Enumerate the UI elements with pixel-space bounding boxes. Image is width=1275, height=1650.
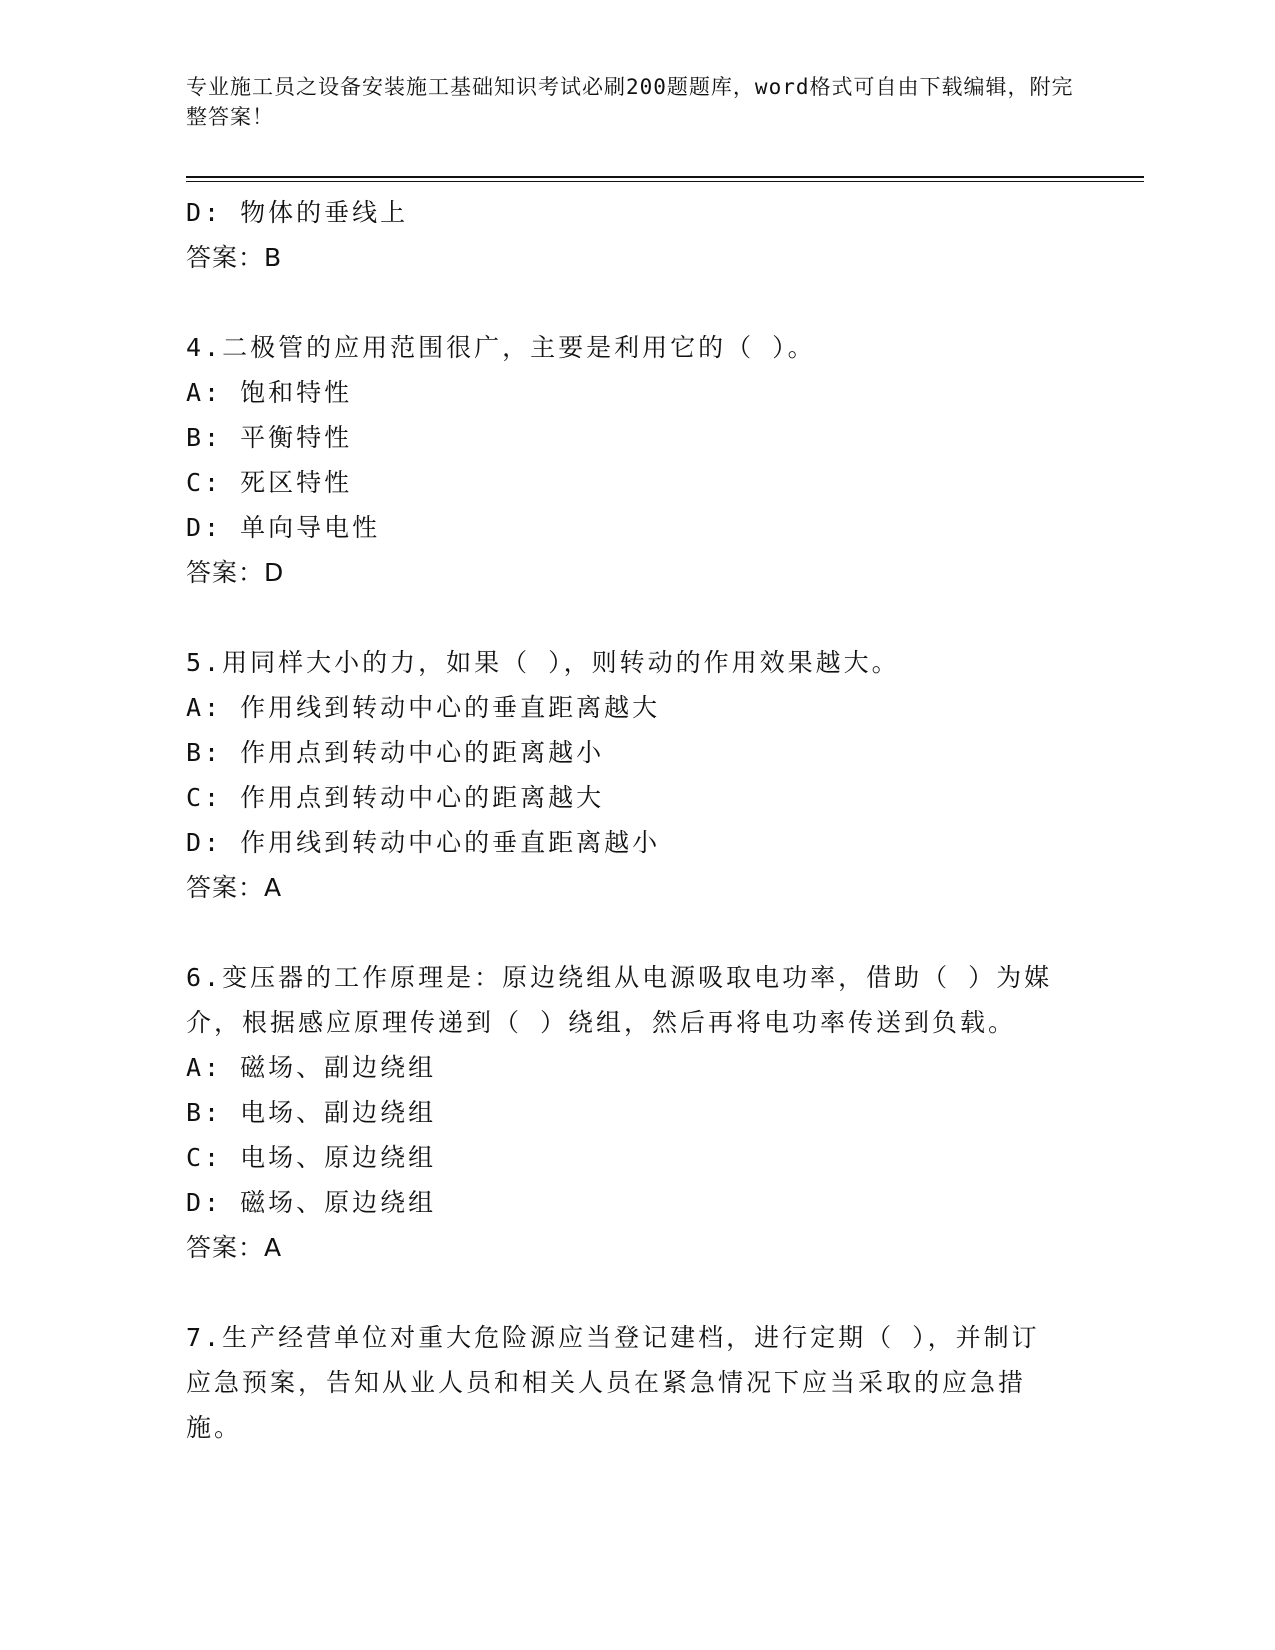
spacer [186, 910, 1066, 955]
question-4-stem: 4.二极管的应用范围很广，主要是利用它的（ ）。 [186, 333, 816, 362]
question-4-answer: 答案：D [186, 558, 285, 587]
document-header: 专业施工员之设备安装施工基础知识考试必刷200题题库，word格式可自由下载编辑，附完整答案！ [186, 75, 1074, 129]
question-4-option-d: D: 单向导电性 [186, 513, 381, 542]
question-6-stem: 6.变压器的工作原理是：原边绕组从电源吸取电功率，借助（ ）为媒介，根据感应原理传递到（ ）绕组，然后再将电功率传送到负载。 [186, 963, 1053, 1037]
question-6-answer: 答案：A [186, 1233, 283, 1262]
spacer [186, 1270, 1066, 1315]
question-6-option-b: B: 电场、副边绕组 [186, 1098, 437, 1127]
question-6-option-d: D: 磁场、原边绕组 [186, 1188, 437, 1217]
question-4-option-a: A: 饱和特性 [186, 378, 353, 407]
spacer [186, 280, 1066, 325]
question-4-option-b: B: 平衡特性 [186, 423, 353, 452]
header-divider-thin [186, 181, 1144, 182]
question-6-option-c: C: 电场、原边绕组 [186, 1143, 437, 1172]
question-6-option-a: A: 磁场、副边绕组 [186, 1053, 437, 1082]
question-4-option-c: C: 死区特性 [186, 468, 353, 497]
question-5-option-d: D: 作用线到转动中心的垂直距离越小 [186, 828, 661, 857]
question-5-option-c: C: 作用点到转动中心的距离越大 [186, 783, 605, 812]
question-5-stem: 5.用同样大小的力，如果（ ），则转动的作用效果越大。 [186, 648, 900, 677]
question-5-answer: 答案：A [186, 873, 283, 902]
prev-answer: 答案：B [186, 243, 283, 272]
question-5-option-a: A: 作用线到转动中心的垂直距离越大 [186, 693, 661, 722]
question-list [186, 190, 1066, 1450]
question-7-stem: 7.生产经营单位对重大危险源应当登记建档，进行定期（ ），并制订应急预案，告知从业人员和相关人员在紧急情况下应当采取的应急措施。 [186, 1323, 1040, 1442]
question-5-option-b: B: 作用点到转动中心的距离越小 [186, 738, 605, 767]
spacer [186, 595, 1066, 640]
header-divider-thick [186, 176, 1144, 178]
prev-option-d: D: 物体的垂线上 [186, 198, 409, 227]
